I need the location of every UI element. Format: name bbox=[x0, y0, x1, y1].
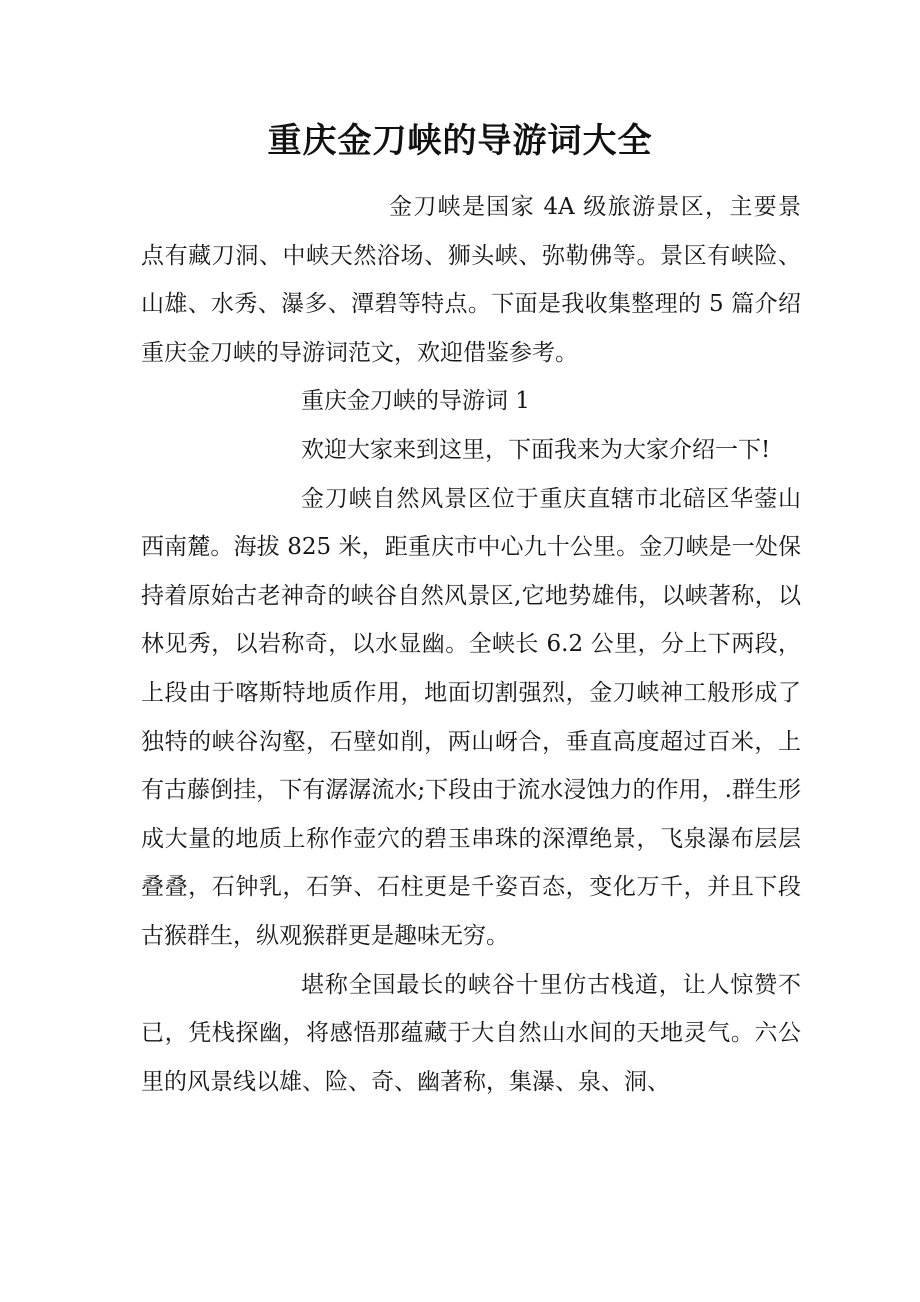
document-body bbox=[141, 183, 801, 1106]
document-title: 重庆金刀峡的导游词大全 bbox=[267, 121, 653, 161]
section-heading: 重庆金刀峡的导游词 1 bbox=[301, 388, 530, 415]
welcome-paragraph: 欢迎大家来到这里，下面我来为大家介绍一下! bbox=[301, 436, 771, 463]
description-paragraph: 金刀峡自然风景区位于重庆直辖市北碚区华蓥山西南麓。海拔 825 米，距重庆市中心九十公里。金刀峡是一处保持着原始古老神奇的峡谷自然风景区,它地势雄伟，以峡著称，以林见秀，以岩称奇，以水显幽。全峡长 6.2 公里，分上下两段，上段由于喀斯特地质作用，地面切割强烈，金刀峡神工般形成了独特的峡谷沟壑，石壁如削，两山岈合，垂直高度超过百米，上有古藤倒挂，下有潺潺流水;下段由于流水浸蚀力的作用，.群生形成大量的地质上称作壶穴的碧玉串珠的深潭绝景，飞泉瀑布层层叠叠，石钟乳，石笋、石柱更是千姿百态，变化万千，并且下段古猴群生，纵观猴群更是趣味无穷。 bbox=[141, 485, 801, 949]
plank-road-paragraph: 堪称全国最长的峡谷十里仿古栈道，让人惊赞不已，凭栈探幽，将感悟那蕴藏于大自然山水间的天地灵气。六公里的风景线以雄、险、奇、幽著称，集瀑、泉、洞、 bbox=[141, 971, 801, 1095]
intro-paragraph: 金刀峡是国家 4A 级旅游景区，主要景点有藏刀洞、中峡天然浴场、狮头峡、弥勒佛等。景区有峡险、山雄、水秀、瀑多、潭碧等特点。下面是我收集整理的 5 篇介绍重庆金刀峡的导游词范文，欢迎借鉴参考。 bbox=[141, 194, 801, 366]
